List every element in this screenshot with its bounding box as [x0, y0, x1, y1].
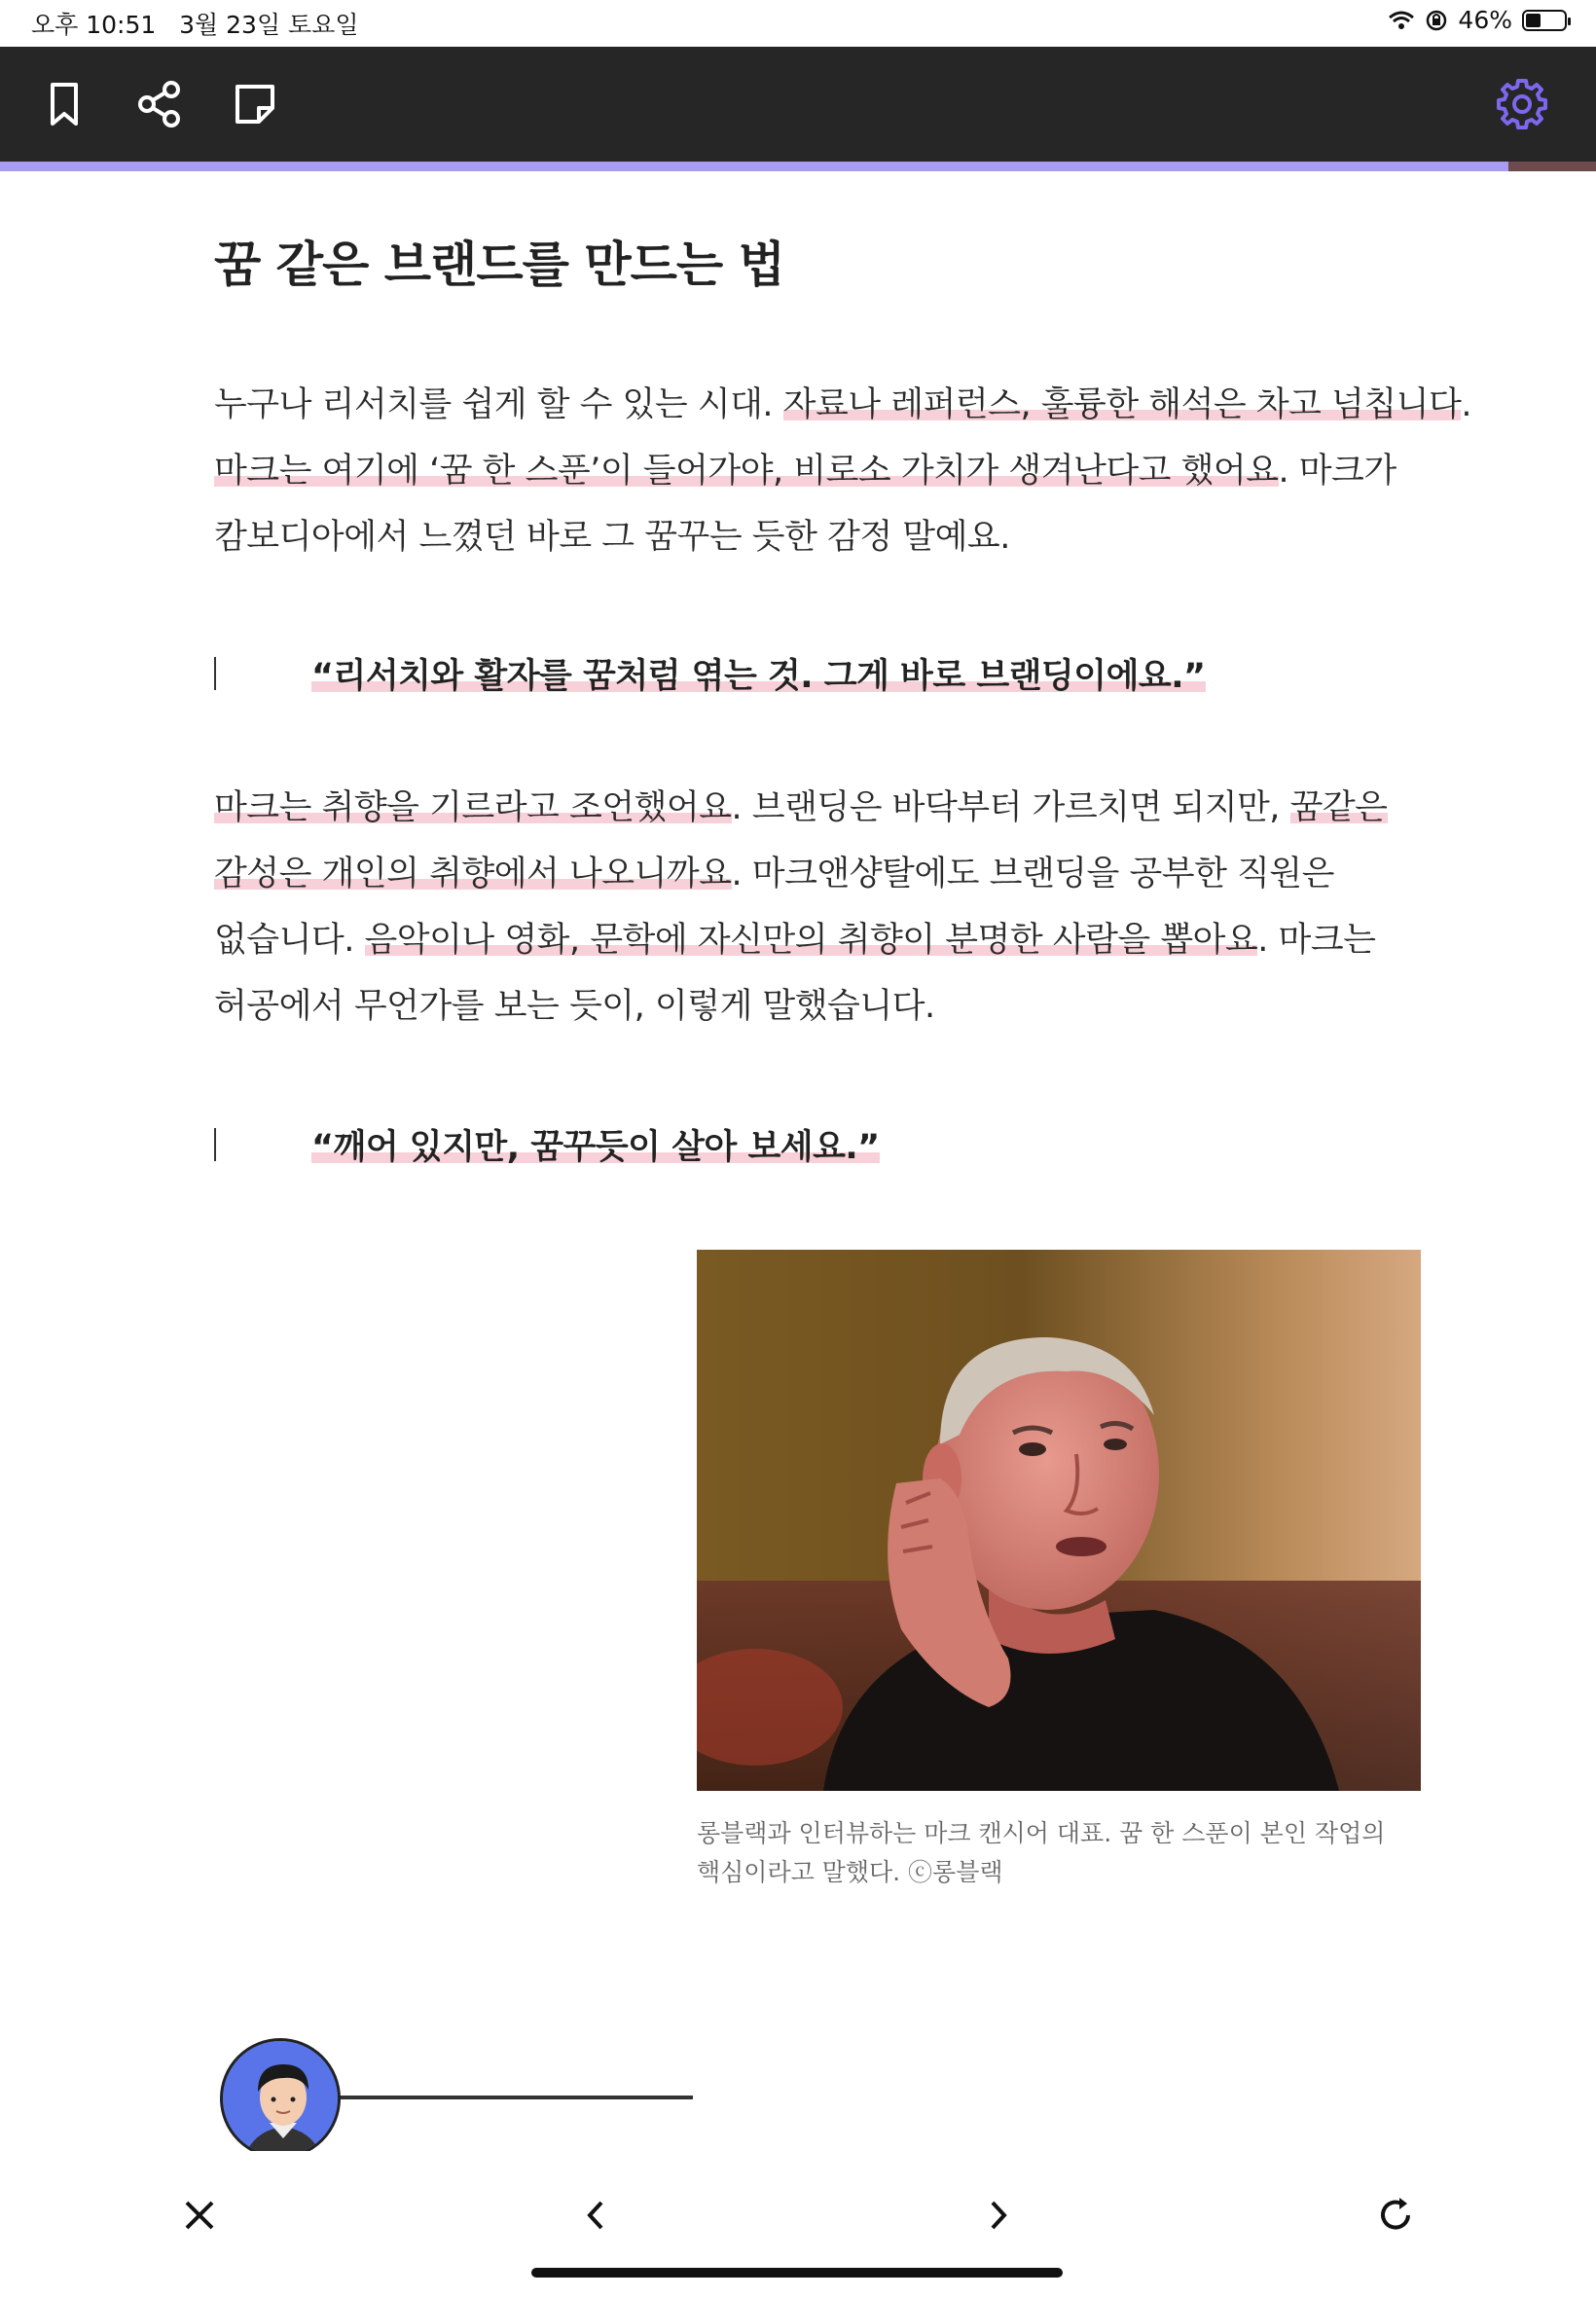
quote-bar — [214, 1128, 216, 1161]
wifi-icon — [1388, 10, 1415, 31]
paragraph-line: 감성은 개인의 취향에서 나오니까요. 마크앤샹탈에도 브랜딩을 공부한 직원은 — [214, 855, 1334, 893]
close-icon[interactable] — [172, 2188, 227, 2242]
quote-text: “리서치와 활자를 꿈처럼 엮는 것. 그게 바로 브랜딩이에요.” — [311, 657, 1206, 696]
quote-bar — [214, 657, 216, 690]
paragraph-line: 누구나 리서치를 쉽게 할 수 있는 시대. 자료나 레퍼런스, 훌륭한 해석은 차고 넘칩니다. — [214, 385, 1471, 424]
orientation-lock-icon — [1425, 9, 1448, 32]
gear-icon[interactable] — [1495, 77, 1549, 131]
bookmark-icon[interactable] — [37, 77, 91, 131]
reader-toolbar — [0, 47, 1596, 162]
highlight: 감성은 개인의 취향에서 나오니까요 — [214, 855, 732, 893]
paragraph-line: 허공에서 무언가를 보는 듯이, 이렇게 말했습니다. — [214, 987, 935, 1026]
battery-percent: 46% — [1458, 6, 1512, 34]
status-time: 오후 10:51 — [31, 11, 157, 39]
refresh-icon[interactable] — [1368, 2188, 1423, 2242]
battery-level — [1526, 14, 1541, 27]
avatar[interactable] — [220, 2038, 341, 2159]
note-icon[interactable] — [228, 77, 282, 131]
article-paragraph-2 — [214, 775, 1388, 1039]
reading-progress-bar — [0, 162, 1596, 171]
quote-text: “깨어 있지만, 꿈꾸듯이 살아 보세요.” — [311, 1128, 880, 1167]
article-title: 꿈 같은 브랜드를 만드는 법 — [214, 237, 784, 293]
photo-caption — [697, 1814, 1385, 1892]
status-bar — [0, 0, 1596, 47]
article-photo — [697, 1250, 1421, 1791]
paragraph-line: 마크는 여기에 ‘꿈 한 스푼’이 들어가야, 비로소 가치가 생겨난다고 했어요. 마크가 — [214, 452, 1396, 491]
caption-line: 핵심이라고 말했다. ⓒ롱블랙 — [697, 1858, 1003, 1886]
highlight: 꿈같은 — [1289, 788, 1388, 827]
paragraph-line: 캄보디아에서 느꼈던 바로 그 꿈꾸는 듯한 감정 말예요. — [214, 518, 1010, 557]
highlight: 자료나 레퍼런스, 훌륭한 해석은 차고 넘칩니다 — [782, 385, 1462, 424]
chevron-left-icon[interactable] — [569, 2188, 624, 2242]
share-icon[interactable] — [132, 77, 187, 131]
highlight: 마크는 취향을 기르라고 조언했어요 — [214, 788, 732, 827]
caption-line: 롱블랙과 인터뷰하는 마크 캔시어 대표. 꿈 한 스푼이 본인 작업의 — [697, 1819, 1386, 1847]
battery-icon — [1522, 10, 1567, 31]
chevron-right-icon[interactable] — [970, 2188, 1025, 2242]
reading-progress-fill — [0, 162, 1508, 171]
paragraph-line: 마크는 취향을 기르라고 조언했어요. 브랜딩은 바닥부터 가르치면 되지만, 꿈같은 — [214, 788, 1388, 827]
highlight: 마크는 여기에 ‘꿈 한 스푼’이 들어가야, 비로소 가치가 생겨난다고 했어요 — [214, 452, 1279, 491]
highlight: 음악이나 영화, 문학에 자신만의 취향이 분명한 사람을 뽑아요 — [364, 921, 1258, 960]
paragraph-line: 없습니다. 음악이나 영화, 문학에 자신만의 취향이 분명한 사람을 뽑아요. 마크는 — [214, 921, 1376, 960]
home-indicator[interactable] — [531, 2268, 1063, 2278]
status-time-date — [31, 6, 359, 41]
article-paragraph-1 — [214, 372, 1471, 570]
author-divider — [331, 2096, 693, 2099]
status-indicators — [1388, 6, 1567, 34]
status-date: 3월 23일 토요일 — [179, 11, 359, 39]
